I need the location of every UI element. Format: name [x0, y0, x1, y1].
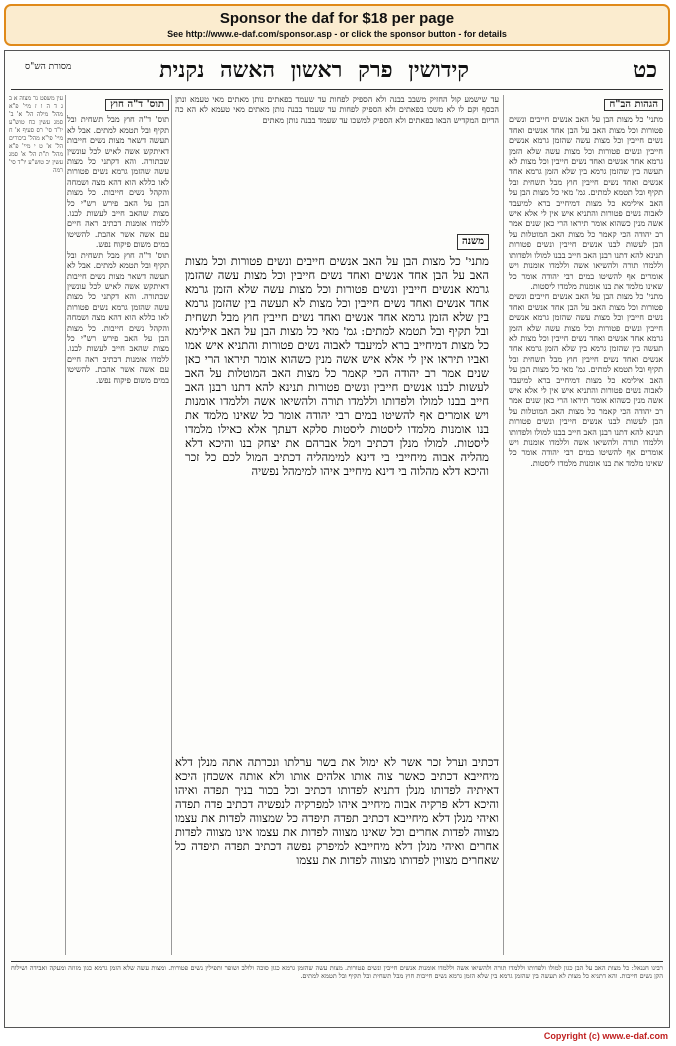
- gemara-bottom-block: [175, 755, 499, 995]
- header-rule: [11, 89, 663, 90]
- sponsor-banner[interactable]: [4, 4, 670, 46]
- ein-mishpat-heading: מסורת הש"ס: [25, 62, 72, 72]
- column-divider: [65, 95, 66, 955]
- hagahot-heading: הגהות הב"ח: [604, 99, 663, 111]
- gemara-top-text: עד שישמע קול החזיק משבב בבנה ולא הספיק לפחות עד שעמד בפאתים נותן מאתים מאי טעמא ונתן הכסף וקם לו לא משכו בפאתים ולא הספיק לפחות עד שעמד בבנה נותן מאתים מאי טעמא לא הא כה הדיום המקדיש הבאו בפאתים ולא הספיק למשכו עד שעמד בבנה נותן מאתים: [175, 95, 499, 125]
- gemara-bottom-text: דכתיב וערל זכר אשר לא ימול את בשר ערלתו ונכרתה אתה מנלן דלא מיחייבא דכתיב כאשר צוה אותו אלהים אותו ולא אותה אשכחן היכא דאיתיה לפדותו מנלן דתניא לפדותו דכתיב וכל בכור בניך תפדה ואיהו והיכא דלא פרקיה אבוה מיחייב איהו למפרקיה לנפשיה דכתיב פדה תפדה ואיהי מנלן דלא מיחייבא דכתיב תפדה תיפדה כל שמצווה לפדות את עצמו מצווה לפדות אחרים וכל שאינו מצווה לפדות את עצמו אינו מצווה לפדות אחרים ואיהי מנלן דלא מיחייבא למיפרק נפשה דכתיב תפדה תיפדה כל שאחרים מצווין לפדותו מצווה לפדות את עצמו: [175, 755, 499, 867]
- sponsor-subtitle: See http://www.e-daf.com/sponsor.asp - or click the sponsor button - for details: [167, 29, 507, 39]
- gemara-column: [175, 95, 499, 995]
- margin-notes: [9, 95, 63, 1015]
- gemara-main-text: מתני' כל מצות הבן על האב אנשים חייבים ונשים פטורות וכל מצות האב על הבן אחד אנשים ואחד נשים חייבין וכל מצות עשה שהזמן גרמא אנשים חייבין ונשים פטורות וכל מצות עשה שלא הזמן גרמא אחד אנשים ואחד נשים חייבין וכל מצות לא תעשה בין שהזמן גרמא בין שלא הזמן גרמא אחד אנשים ואחד נשים חייבין חוץ מבל תשחית ובל תקיף ובל תטמא למתים: גמ' מאי כל מצות הבן על האב אילימא כל מצות דמיחייב ברא למיעבד לאבוה נשים פטורות והתניא איש אמו ואביו תיראו אין לי אלא איש אשה מנין כשהוא אומר תיראו הרי כאן שנים אמר רב יהודה הכי קאמר כל מצות האב המוטלות על האב לעשות לבנו אנשים חייבין ונשים פטורות תנינא להא דתנו רבנן האב חייב בבנו למולו ולפדותו וללמדו תורה ולהשיאו אשה וללמדו אומנות ויש אומרים אף להשיטו במים רבי יהודה אומר כל שאינו מלמד את בנו אומנות מלמדו ליסטות ליסטות סלקא דעתך אלא כאילו מלמדו ליסטות. למולו מנלן דכתיב וימל אברהם את יצחק בנו והיכא דלא מהליה אבוה מיחייבי בי דינא למימהליה דכתיב המול לכם כל זכר והיכא דלא מהלוה בי דינא מיחייב איהו למימהל נפשיה: [185, 254, 489, 478]
- tosafot-column: [67, 95, 169, 1015]
- bottom-commentary: רבינו חננאל: כל מצות האב על הבן כגון למולו ולפדותו וללמדו תורה ולהשיאו אשה וללמדו אומנות אנשים חייבין ונשים פטורות. מצות עשה שהזמן גרמא כגון סוכה ולולב ושופר ותפילין נשים פטורות. ומצות עשה שלא הזמן גרמא כגון מזוזה ומעקה ואבידה ושילוח הקן נשים חייבות. והא דתניא כל מצות לא תעשה בין שהזמן גרמא בין שלא הזמן גרמא נשים חייבות חוץ מבל תשחית ובל תקיף ובל תטמא למתים.: [11, 961, 663, 1024]
- tosafot-heading: תוס' ד"ה חוץ: [105, 99, 169, 111]
- tosafot-text: תוס' ד"ה חוץ מבל תשחית ובל תקיף ובל תטמא למתים. אבל לא תעשה דשאר מצות נשים חייבות דאיתקש אשה לאיש לכל עונשין שבתורה. והא דקתני כל מצות עשה שהזמן גרמא נשים פטורות לאו כללא הוא דהא מצה ושמחה והקהל נשים חייבות. כל מצות הבן על האב פירש רש"י כל מצות שהאב חייב לעשות לבנו. ללמדו אומנות דכתיב ראה חיים עם אשה אשר אהבת. להשיטו במים משום פיקוח נפש.: [67, 115, 169, 250]
- page-title: קידושין פרק ראשון האשה נקנית: [159, 57, 469, 83]
- rashi-text: מתני' כל מצות הבן על האב אנשים חייבים ונשים פטורות וכל מצות האב על הבן אחד אנשים ואחד נשים חייבין וכל מצות עשה שהזמן גרמא אנשים חייבין ונשים פטורות וכל מצות עשה שלא הזמן גרמא אחד אנשים ואחד נשים חייבין וכל מצות לא תעשה בין שהזמן גרמא בין שלא הזמן גרמא אחד אנשים ואחד נשים חייבין חוץ מבל תשחית ובל תקיף ובל תטמא למתים. גמ' מאי כל מצות הבן על האב אילימא כל מצות דמיחייב ברא למיעבד לאבוה נשים פטורות והתניא איש אין לי אלא איש אשה מנין כשהוא אומר תיראו הרי כאן שנים אמר רב יהודה הכי קאמר כל מצות האב המוטלות על הבן לעשות לבנו אנשים חייבין ונשים פטורות תנינא להא דתנו רבנן האב חייב בבנו למולו ולפדותו וללמדו תורה ולהשיאו אשה וללמדו אומנות ויש אומרים אף להשיטו במים רבי יהודה אומר כל שאינו מלמד את בנו אומנות מלמדו ליסטות.: [509, 115, 663, 291]
- tosafot-text-continued: תוס' ד"ה חוץ מבל תשחית ובל תקיף ובל תטמא למתים. אבל לא תעשה דשאר מצות נשים חייבות דאיתקש אשה לאיש לכל עונשין שבתורה. והא דקתני כל מצות עשה שהזמן גרמא נשים פטורות לאו כללא הוא דהא מצה ושמחה והקהל נשים חייבות. כל מצות הבן על האב פירש רש"י כל מצות שהאב חייב לעשות לבנו. ללמדו אומנות דכתיב ראה חיים עם אשה אשר אהבת. להשיטו במים משום פיקוח נפש.: [67, 250, 169, 385]
- rashi-text-continued: מתני' כל מצות הבן על האב אנשים חייבים ונשים פטורות וכל מצות האב על הבן אחד אנשים ואחד נשים חייבין וכל מצות עשה שהזמן גרמא אנשים חייבין ונשים פטורות וכל מצות עשה שלא הזמן גרמא אחד אנשים ואחד נשים חייבין וכל מצות לא תעשה בין שהזמן גרמא בין שלא הזמן גרמא אחד אנשים ואחד נשים חייבין חוץ מבל תשחית ובל תקיף ובל תטמא למתים. גמ' מאי כל מצות הבן על האב אילימא כל מצות דמיחייב ברא למיעבד לאבוה נשים פטורות והתניא איש אין לי אלא איש אשה מנין כשהוא אומר תיראו הרי כאן שנים אמר רב יהודה הכי קאמר כל מצות האב המוטלות על הבן לעשות לבנו אנשים חייבין ונשים פטורות תנינא להא דתנו רבנן האב חייב בבנו למולו ולפדותו וללמדו תורה ולהשיאו אשה וללמדו אומנות ויש אומרים אף להשיטו במים רבי יהודה אומר כל שאינו מלמד את בנו אומנות מלמדו ליסטות.: [509, 292, 663, 468]
- sponsor-title: Sponsor the daf for $18 per page: [219, 10, 455, 27]
- gemara-top-block: [175, 95, 499, 225]
- column-divider: [503, 95, 504, 955]
- mishnah-heading: משנה: [457, 234, 489, 250]
- talmud-page: [4, 50, 670, 1028]
- margin-notes-text: עין משפט נר מצוה א ב ג ד ה ו ז מיי' פ"א מהל' מילה הל' א' ב' סמג עשין כח טוש"ע יו"ד סי' רס סעיף א' ח מיי' פי"א מהל' ביכורים הל' א' ט י מיי' פ"א מהל' ת"ת הל' א' סמג עשין יב טוש"ע יו"ד סי' רמה: [9, 95, 63, 174]
- gemara-main-block: [185, 230, 489, 750]
- copyright-link[interactable]: Copyright (c) www.e-daf.com: [543, 1031, 668, 1041]
- page-number: כט: [632, 57, 657, 83]
- column-divider: [171, 95, 172, 955]
- page-header: [5, 57, 669, 87]
- rashi-column: [509, 95, 663, 1015]
